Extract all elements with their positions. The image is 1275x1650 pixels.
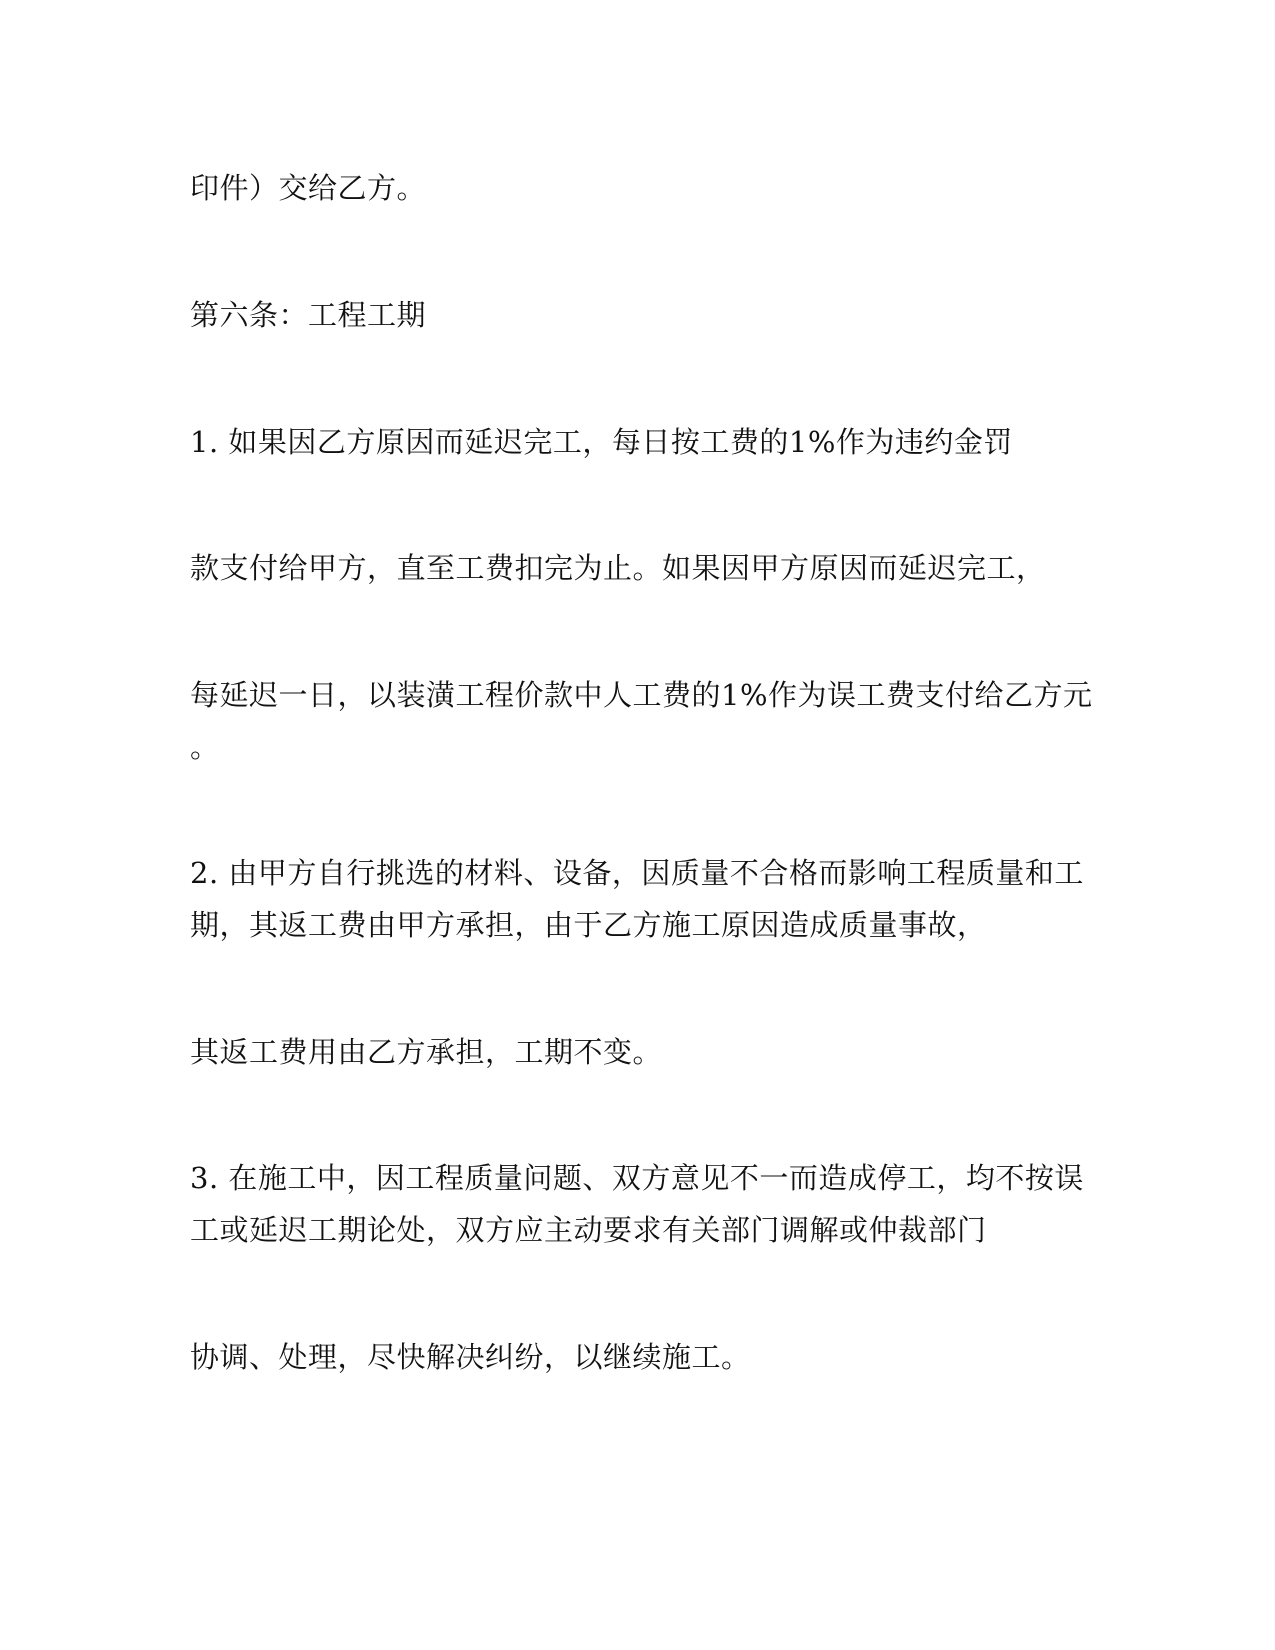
clause-3-line-3: 协调、处理，尽快解决纠纷，以继续施工。: [190, 1340, 751, 1374]
clause-2-line-3: 其返工费用由乙方承担，工期不变。: [190, 1035, 663, 1069]
clause-2-line-2: 期，其返工费由甲方承担，由于乙方施工原因造成质量事故，: [190, 908, 987, 942]
clause-1-line-1: 1. 如果因乙方原因而延迟完工，每日按工费的1%作为违约金罚: [190, 425, 1013, 459]
clause-2-line-1: 2. 由甲方自行挑选的材料、设备，因质量不合格而影响工程质量和工: [190, 856, 1084, 890]
clause-3-line-2: 工或延迟工期论处，双方应主动要求有关部门调解或仲裁部门: [190, 1213, 987, 1247]
clause-1-line-2: 款支付给甲方，直至工费扣完为止。如果因甲方原因而延迟完工，: [190, 551, 1046, 585]
clause-3-line-1: 3. 在施工中，因工程质量问题、双方意见不一而造成停工，均不按误: [190, 1161, 1084, 1195]
clause-1-line-4: 。: [190, 730, 220, 764]
clause-1-line-3: 每延迟一日，以装潢工程价款中人工费的1%作为误工费支付给乙方元: [190, 678, 1093, 712]
text-line-1: 印件）交给乙方。: [190, 171, 427, 205]
section-heading: 第六条：工程工期: [190, 298, 427, 332]
